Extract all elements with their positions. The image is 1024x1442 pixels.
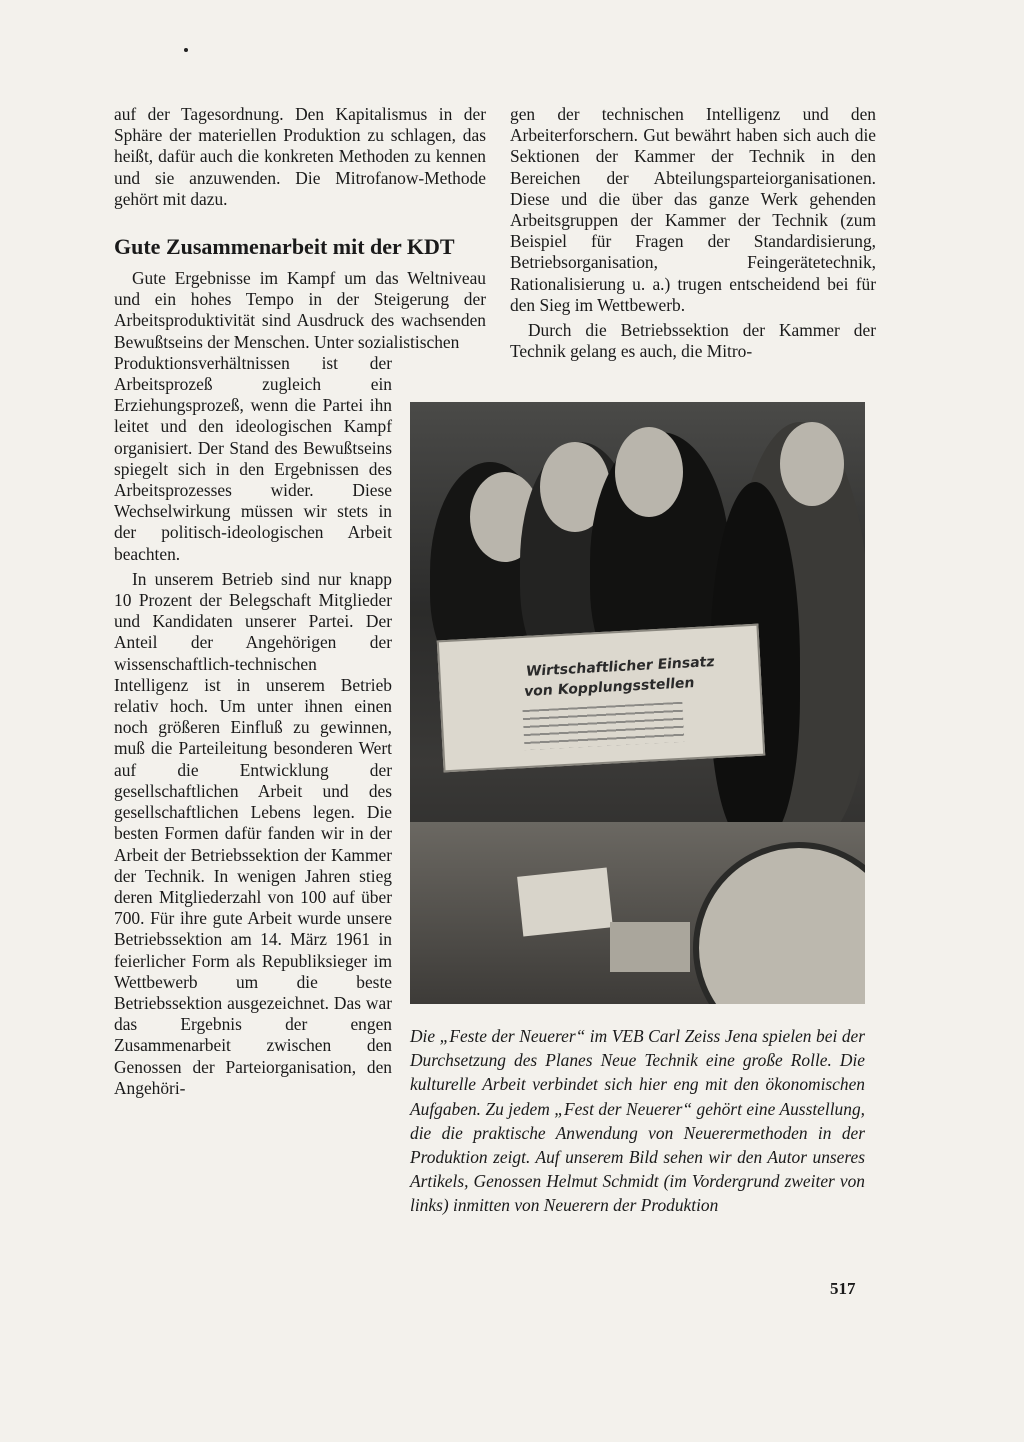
exhibition-sign	[437, 624, 765, 773]
print-speck	[184, 48, 188, 52]
caption-text: Die „Feste der Neuerer“ im VEB Carl Zeiss Jena spielen bei der Durchsetzung des Planes Neue Technik eine große Rolle. Die kulturelle Arbeit verbindet sich hier eng mit den ökonomischen Aufgaben. Zu jedem „Fest der Neuerer“ gehört eine Ausstellung, die die praktische Anwendung von Neuerermethoden in der Produktion zeigt. Auf unserem Bild sehen wir den Autor unseres Artikels, Genossen Helmut Schmidt (im Vordergrund zweiter von links) inmitten von Neuerern der Produktion	[410, 1026, 865, 1216]
intro-paragraph: auf der Tagesordnung. Den Kapitalismus in der Sphäre der materiellen Produktion zu schlagen, das heißt, dafür auch die konkreten Methoden zu kennen und sie anzuwenden. Die Mitrofanow-Methode gehört mit dazu.	[114, 104, 486, 209]
right-paragraph-2: Durch die Betriebssektion der Kammer der Technik gelang es auch, die Mitro-	[510, 320, 876, 362]
section-heading: Gute Zusammenarbeit mit der KDT	[114, 234, 455, 260]
paragraph-1-wide: Gute Ergebnisse im Kampf um das Weltniveau und ein hohes Tempo in der Steigerung der Arbeitsproduktivität sind Ausdruck des wachsenden Bewußtseins der Menschen. Unter sozialistischen	[114, 268, 486, 352]
sign-text: Wirtschaftlicher Einsatz von Kopplungsstellen	[523, 653, 716, 701]
narrow-text-block	[114, 353, 392, 1099]
exhibition-photo	[410, 402, 865, 1004]
page-number: 517	[830, 1279, 856, 1298]
photo-caption	[410, 1024, 865, 1218]
right-column	[510, 104, 876, 362]
paragraph-2: In unserem Betrieb sind nur knapp 10 Prozent der Belegschaft Mitglieder und Kandidaten unserer Partei. Der Anteil der Angehörigen der wissenschaftlich-technischen Intelligenz ist in unserem Betrieb relativ hoch. Um unter ihnen einen noch größeren Einfluß zu gewinnen, muß die Parteileitung besonderen Wert auf die Entwicklung der gesellschaftlichen Arbeit und des gesellschaftlichen Lebens legen. Die besten Formen dafür fanden wir in der Arbeit der Betriebssektion der Kammer der Technik. In wenigen Jahren stieg deren Mitgliederzahl von 100 auf über 700. Für ihre gute Arbeit wurde unsere Betriebssektion am 14. März 1961 in feierlicher Form als Republiksieger im Wettbewerb um die beste Betriebssektion ausgezeichnet. Das war das Ergebnis der engen Zusammenarbeit zwischen den Genossen der Parteiorganisation, den Angehöri-	[114, 568, 392, 1098]
paragraph-1-narrow: Produktionsverhältnissen ist der Arbeitsprozeß zugleich ein Erziehungsprozeß, wenn die Partei ihn leitet und den ideologischen Kampf organisiert. Der Stand des Bewußtseins spiegelt sich in den Ergebnissen des Arbeitsprozesses wider. Diese Wechselwirkung müssen wir stets in der politisch-ideologischen Arbeit beachten.	[114, 352, 392, 564]
right-paragraph-1: gen der technischen Intelligenz und den Arbeiterforschern. Gut bewährt haben sich auch die Sektionen der Kammer der Technik in den Bereichen der Abteilungsparteiorganisationen. Diese und die über das ganze Werk gehenden Arbeitsgruppen der Kammer der Technik (zum Beispiel für Fragen der Standardisierung, Betriebsorganisation, Feingerätetechnik, Rationalisierung u. a.) trugen entscheidend bei für den Sieg im Wettbewerb.	[510, 104, 876, 315]
